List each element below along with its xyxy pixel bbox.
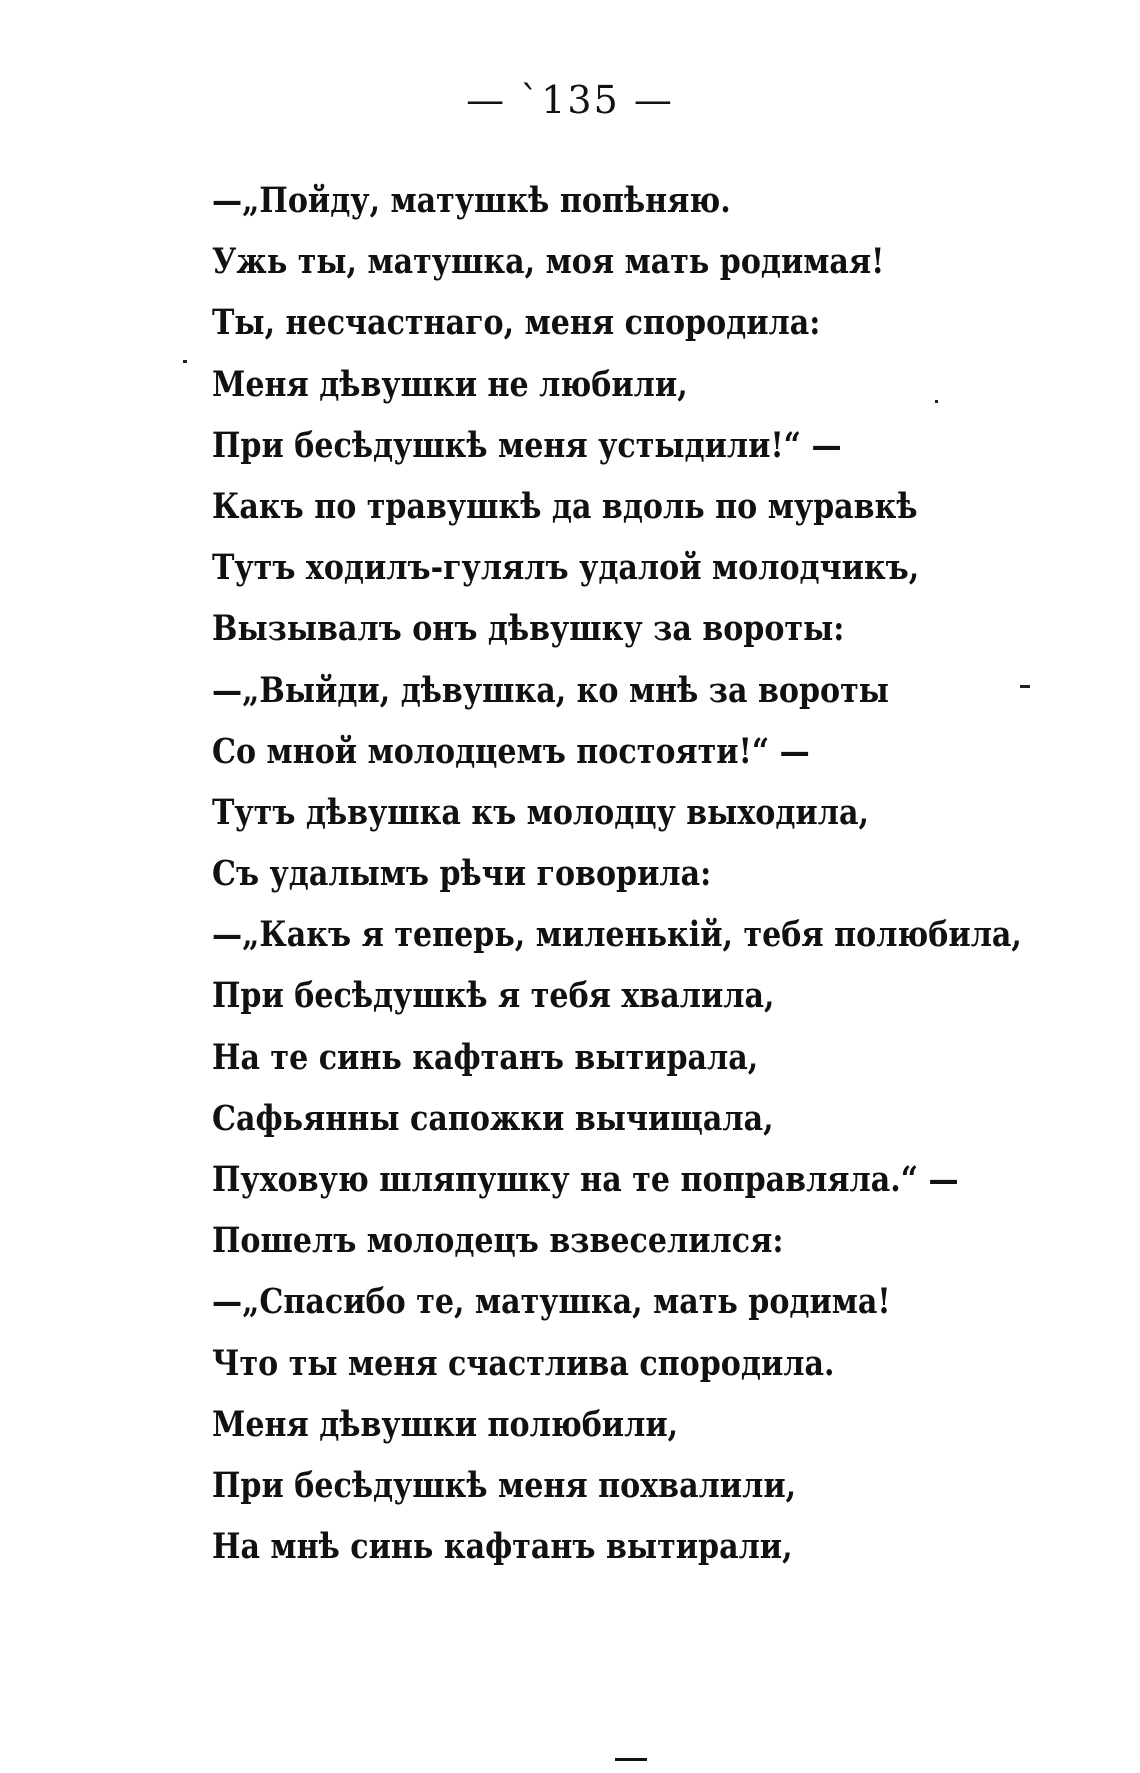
poem-line: При бесѣдушкѣ меня похвалили, — [212, 1464, 797, 1506]
poem-text — [212, 170, 1072, 1577]
poem-line: Вызывалъ онъ дѣвушку за вороты: — [212, 608, 845, 650]
poem-line: На мнѣ синь кафтанъ вытирали, — [212, 1526, 793, 1568]
poem-line: Сафьянны сапожки вычищала, — [212, 1097, 774, 1139]
poem-line: Какъ по травушкѣ да вдоль по муравкѣ — [212, 485, 918, 527]
poem-line: —„Спасибо те, матушка, мать родима! — [212, 1281, 891, 1323]
scan-speck — [1020, 685, 1030, 688]
poem-line: При бесѣдушкѣ я тебя хвалила, — [212, 975, 775, 1017]
poem-line: Ужь ты, матушка, моя мать родимая! — [212, 241, 885, 283]
poem-line: На те синь кафтанъ вытирала, — [212, 1036, 759, 1078]
poem-line: Съ удалымъ рѣчи говорила: — [212, 853, 712, 895]
footer-rule — [615, 1758, 647, 1761]
page-number: — ˋ135 — — [466, 78, 674, 122]
poem-line: —„Какъ я теперь, миленькій, тебя полюбила, — [212, 914, 1022, 956]
poem-line: —„Пойду, матушкѣ попѣняю. — [212, 180, 731, 221]
poem-line: Тутъ дѣвушка къ молодцу выходила, — [212, 791, 869, 833]
poem-line: Ты, несчастнаго, меня спородила: — [212, 302, 821, 344]
poem-line: Пошелъ молодецъ взвеселился: — [212, 1220, 784, 1262]
poem-line: При бесѣдушкѣ меня устыдили!“ — — [212, 424, 842, 466]
poem-line: Со мной молодцемъ постояти!“ — — [212, 730, 810, 772]
scan-speck — [935, 400, 938, 403]
poem-line: Меня дѣвушки не любили, — [212, 363, 688, 405]
poem-line: Что ты меня счастлива спородила. — [212, 1342, 835, 1384]
poem-line: Меня дѣвушки полюбили, — [212, 1403, 679, 1445]
poem-line: Пуховую шляпушку на те поправляла.“ — — [212, 1159, 959, 1200]
poem-line: —„Выйди, дѣвушка, ко мнѣ за вороты — [212, 669, 889, 711]
scan-speck — [183, 360, 187, 363]
poem-line: Тутъ ходилъ-гулялъ удалой молодчикъ, — [212, 547, 920, 589]
